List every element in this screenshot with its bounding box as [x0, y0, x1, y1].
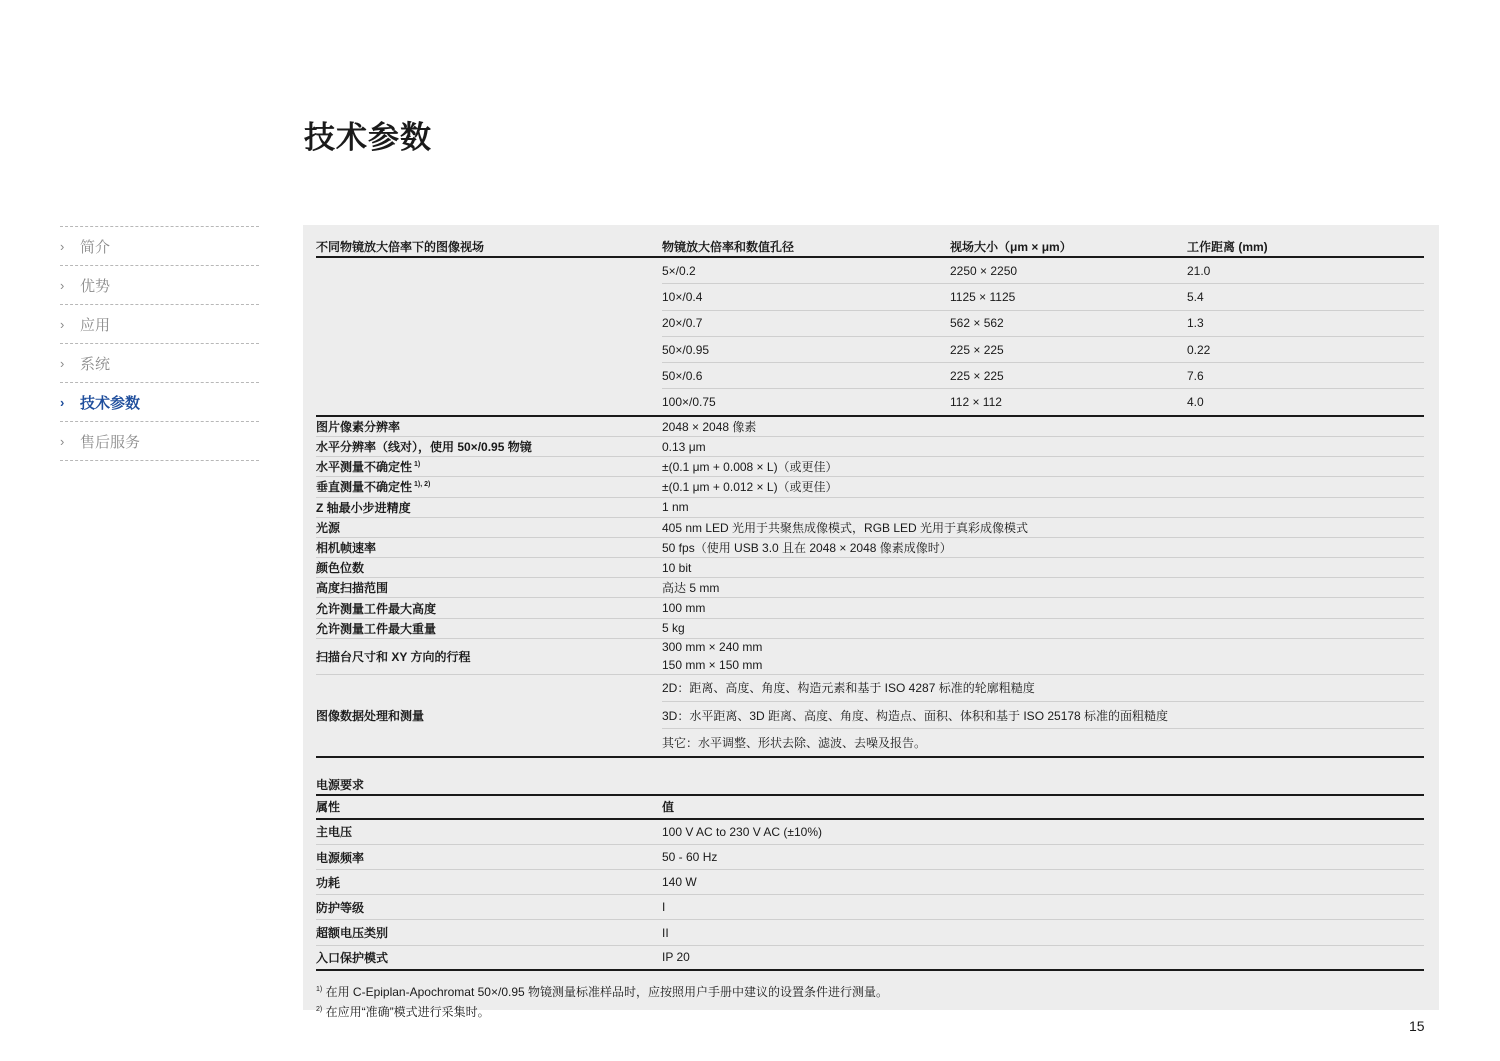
spec-value: ±(0.1 μm + 0.008 × L)（或更佳） — [662, 460, 838, 475]
table-row — [316, 946, 1424, 971]
sidebar-item-label: 系统 — [80, 355, 111, 373]
table-row — [662, 284, 1424, 310]
table-cell: 20×/0.7 — [662, 316, 703, 331]
table-cell: 100 V AC to 230 V AC (±10%) — [662, 824, 823, 839]
spec-value: 5 kg — [662, 621, 685, 636]
spec-value: 50 fps（使用 USB 3.0 且在 2048 × 2048 像素成像时） — [662, 541, 952, 555]
table-cell: 1125 × 1125 — [950, 289, 1016, 304]
sidebar-item-service[interactable] — [60, 421, 259, 461]
spec-label: 扫描台尺寸和 XY 方向的行程 — [316, 649, 471, 664]
spec-label: 图像数据处理和测量 — [316, 708, 425, 723]
table-cell: 225 × 225 — [950, 342, 1004, 357]
table-row — [662, 311, 1424, 337]
footnote-mark: 2) — [316, 1005, 323, 1013]
spec-label: 相机帧速率 — [316, 541, 377, 555]
spec-label: 颜色位数 — [316, 561, 365, 576]
table-cell: 21.0 — [1187, 263, 1211, 278]
spec-value: 100 mm — [662, 601, 706, 616]
chevron-right-icon: › — [60, 277, 65, 293]
spec-value-line: 300 mm × 240 mm — [662, 640, 763, 655]
spec-label: 水平测量不确定性 — [316, 460, 413, 475]
table-row — [662, 389, 1424, 414]
table-cell: 50 - 60 Hz — [662, 850, 718, 865]
table-row — [662, 258, 1424, 284]
header-cell: 工作距离 (mm) — [1187, 239, 1268, 254]
spec-value: 10 bit — [662, 560, 692, 575]
header-cell: 值 — [662, 800, 675, 815]
spec-row-color-depth — [316, 558, 1424, 578]
spec-panel — [303, 225, 1439, 1019]
sidebar-item-intro[interactable] — [60, 226, 259, 265]
spec-row-max-height — [316, 598, 1424, 618]
spec-row-pixel-resolution — [316, 417, 1424, 437]
spec-value: 高达 5 mm — [662, 581, 720, 596]
spec-value: 0.13 μm — [662, 439, 706, 454]
header-cell: 不同物镜放大倍率下的图像视场 — [316, 239, 485, 254]
power-table-header — [316, 796, 1424, 820]
spec-label: Z 轴最小步进精度 — [316, 500, 411, 515]
chevron-right-icon: › — [60, 238, 65, 254]
table-row — [662, 363, 1424, 389]
table-cell: 50×/0.6 — [662, 368, 703, 383]
table-cell: I — [662, 900, 666, 915]
spec-value: ±(0.1 μm + 0.012 × L)（或更佳） — [662, 480, 838, 495]
spec-label: 允许测量工件最大重量 — [316, 621, 437, 636]
spec-label: 高度扫描范围 — [316, 581, 389, 596]
objective-table-header — [316, 234, 1424, 258]
spec-label: 图片像素分辨率 — [316, 419, 401, 434]
spec-label-wrap — [316, 458, 662, 475]
table-cell: 112 × 112 — [950, 395, 1002, 410]
table-row — [316, 820, 1424, 845]
spec-label-wrap — [316, 478, 662, 495]
chevron-right-icon: › — [60, 394, 65, 410]
table-cell: 7.6 — [1187, 368, 1204, 383]
table-cell: 入口保护模式 — [316, 950, 389, 965]
spec-row-scan-range — [316, 578, 1424, 598]
table-cell: 100×/0.75 — [662, 395, 716, 410]
footnote-ref: 1), 2) — [414, 481, 431, 489]
table-cell: 电源频率 — [316, 850, 365, 865]
spec-table — [316, 234, 1424, 1021]
page-title: 技术参数 — [304, 120, 432, 155]
table-row — [316, 920, 1424, 945]
chevron-right-icon: › — [60, 433, 65, 449]
table-cell: 主电压 — [316, 825, 353, 840]
table-cell: 10×/0.4 — [662, 289, 703, 304]
sidebar-item-label: 技术参数 — [80, 394, 141, 412]
table-cell: 功耗 — [316, 875, 341, 890]
spec-row-lateral-uncertainty — [316, 457, 1424, 477]
spec-row-vertical-uncertainty — [316, 477, 1424, 497]
table-row — [662, 337, 1424, 363]
sidebar-item-tech-specs[interactable] — [60, 382, 259, 421]
footnote — [316, 981, 1424, 1001]
sidebar-item-system[interactable] — [60, 343, 259, 382]
table-cell: 5×/0.2 — [662, 263, 696, 278]
objective-table-body — [316, 258, 1424, 417]
spec-value-line: 150 mm × 150 mm — [662, 658, 763, 673]
footnote-mark: 1) — [316, 985, 323, 993]
table-cell: II — [662, 925, 669, 940]
table-cell: 225 × 225 — [950, 368, 1004, 383]
sidebar-item-label: 简介 — [80, 238, 111, 256]
table-cell: 50×/0.95 — [662, 342, 710, 357]
table-cell: 0.22 — [1187, 342, 1211, 357]
table-cell: 2250 × 2250 — [950, 263, 1018, 278]
spec-label: 允许测量工件最大高度 — [316, 601, 437, 616]
table-row — [316, 870, 1424, 895]
spec-row-z-step — [316, 498, 1424, 518]
table-cell: 超额电压类别 — [316, 926, 389, 941]
footnotes — [316, 981, 1424, 1021]
table-row — [316, 845, 1424, 870]
footnote-text: 在用 C-Epiplan-Apochromat 50×/0.95 物镜测量标准样品时，应按照用户手册中建议的设置条件进行测量。 — [325, 984, 889, 999]
sidebar-nav — [60, 226, 259, 461]
spec-label: 水平分辨率（线对），使用 50×/0.95 物镜 — [316, 440, 532, 455]
footnote — [316, 1001, 1424, 1021]
spec-row-stage — [316, 639, 1424, 675]
spec-label: 光源 — [316, 520, 341, 535]
sidebar-item-label: 优势 — [80, 277, 111, 295]
table-cell: 562 × 562 — [950, 316, 1004, 331]
spec-row-frame-rate — [316, 538, 1424, 558]
sidebar-item-advantages[interactable] — [60, 265, 259, 304]
table-cell: 4.0 — [1187, 395, 1204, 410]
header-cell: 属性 — [316, 800, 341, 815]
header-cell: 视场大小（μm × μm） — [950, 239, 1072, 254]
sidebar-item-label: 应用 — [80, 316, 111, 334]
spec-row-lateral-resolution — [316, 437, 1424, 457]
sidebar-item-label: 售后服务 — [80, 433, 141, 451]
spec-value — [662, 638, 1424, 674]
spec-value: 2048 × 2048 像素 — [662, 419, 757, 434]
header-cell: 物镜放大倍率和数值孔径 — [662, 239, 795, 254]
list-item: 其它：水平调整、形状去除、滤波、去噪及报告。 — [662, 736, 927, 751]
table-cell: IP 20 — [662, 950, 690, 965]
table-row — [316, 895, 1424, 920]
chevron-right-icon: › — [60, 355, 65, 371]
footnote-ref: 1) — [414, 461, 421, 469]
table-cell: 1.3 — [1187, 316, 1204, 331]
list-item: 2D：距离、高度、角度、构造元素和基于 ISO 4287 标准的轮廓粗糙度 — [662, 675, 1424, 702]
list-item: 3D：水平距离、3D 距离、高度、角度、构造点、面积、体积和基于 ISO 25178 标准的面粗糙度 — [662, 702, 1424, 729]
empty-cell — [316, 258, 662, 415]
footnote-text: 在应用“准确”模式进行采集时。 — [325, 1004, 490, 1019]
page-number: 15 — [1409, 1018, 1425, 1034]
sidebar-item-applications[interactable] — [60, 304, 259, 343]
table-cell: 5.4 — [1187, 289, 1204, 304]
spec-row-image-processing — [316, 675, 1424, 758]
chevron-right-icon: › — [60, 316, 65, 332]
spec-value: 405 nm LED 光用于共聚焦成像模式，RGB LED 光用于真彩成像模式 — [662, 520, 1029, 535]
power-section-title: 电源要求 — [316, 776, 1424, 796]
table-cell: 防护等级 — [316, 900, 365, 915]
spec-label: 垂直测量不确定性 — [316, 480, 413, 495]
spec-row-light-source — [316, 518, 1424, 538]
spec-value: 1 nm — [662, 500, 689, 515]
table-cell: 140 W — [662, 875, 697, 890]
spec-row-max-weight — [316, 619, 1424, 639]
